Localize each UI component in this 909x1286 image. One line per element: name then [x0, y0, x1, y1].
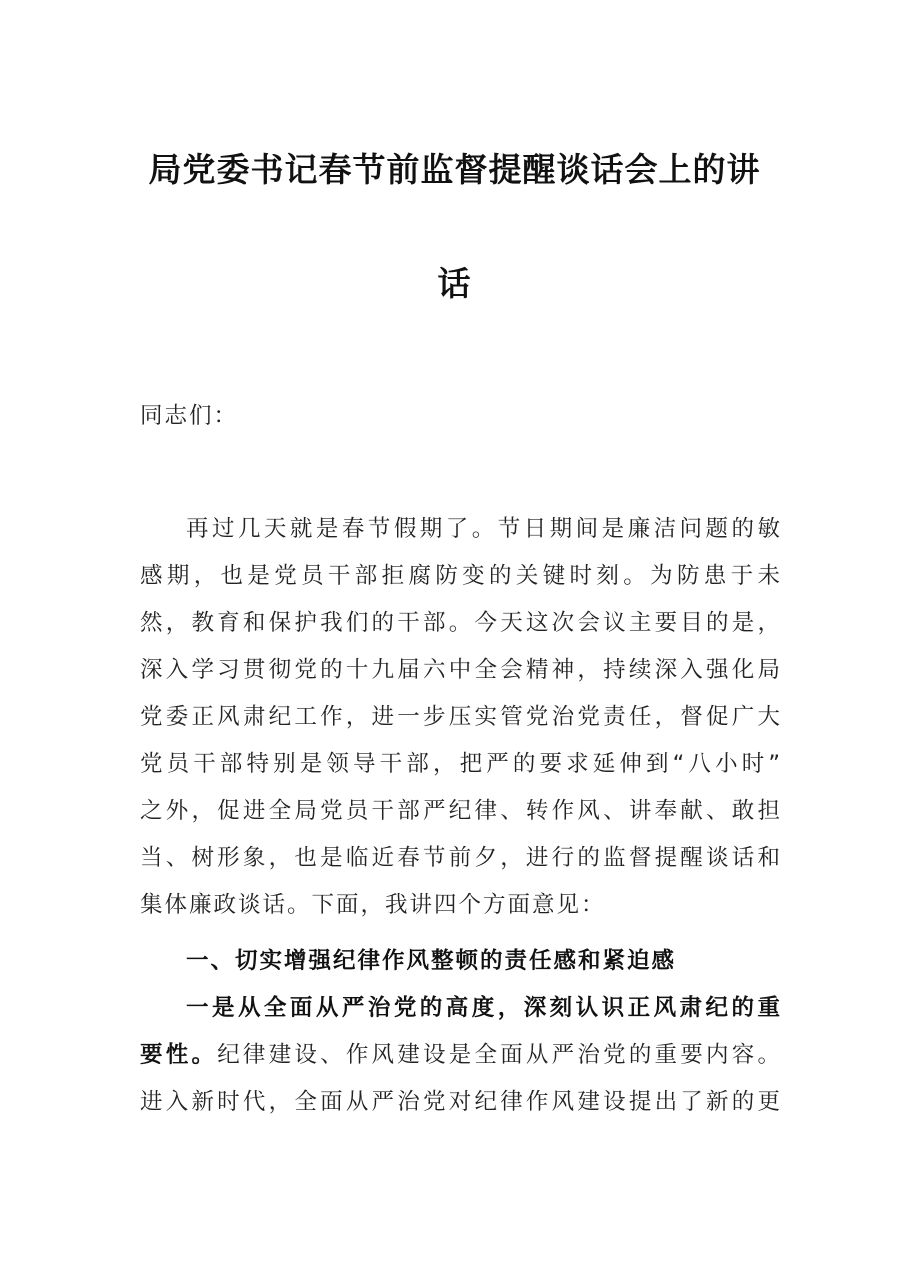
paragraph-line: 再过几天就是春节假期了。节日期间是廉洁问题的敏 [186, 516, 780, 542]
paragraph-intro [140, 506, 780, 929]
paragraph-line: 当、树形象，也是临近春节前夕，进行的监督提醒谈话和 [140, 845, 780, 871]
salutation: 同志们： [140, 403, 239, 429]
paragraph-line-mixed [140, 1032, 780, 1079]
paragraph-line: 进入新时代，全面从严治党对纪律作风建设提出了新的更 [140, 1089, 780, 1115]
paragraph-line: 然，教育和保护我们的干部。今天这次会议主要目的是， [140, 610, 780, 636]
paragraph-section1 [140, 985, 780, 1126]
section-heading-1: 一、切实增强纪律作风整顿的责任感和紧迫感 [186, 948, 677, 974]
document-title-line-1: 局党委书记春节前监督提醒谈话会上的讲 [148, 150, 761, 189]
paragraph-line: 党委正风肃纪工作，进一步压实管党治党责任，督促广大 [140, 704, 780, 730]
paragraph-line: 集体廉政谈话。下面，我讲四个方面意见： [140, 892, 606, 918]
paragraph-line: 感期，也是党员干部拒腐防变的关键时刻。为防患于未 [140, 563, 780, 589]
paragraph-line: 之外，促进全局党员干部严纪律、转作风、讲奉献、敢担 [140, 798, 780, 824]
paragraph-line-rest: 纪律建设、作风建设是全面从严治党的重要内容。 [217, 1042, 780, 1068]
paragraph-line: 党员干部特别是领导干部，把严的要求延伸到“八小时” [140, 751, 780, 777]
bold-lead: 要性。 [140, 1042, 218, 1068]
document-title-line-2: 话 [437, 264, 472, 303]
paragraph-line-bold: 一是从全面从严治党的高度，深刻认识正风肃纪的重 [186, 995, 780, 1021]
paragraph-line: 深入学习贯彻党的十九届六中全会精神，持续深入强化局 [140, 657, 780, 683]
